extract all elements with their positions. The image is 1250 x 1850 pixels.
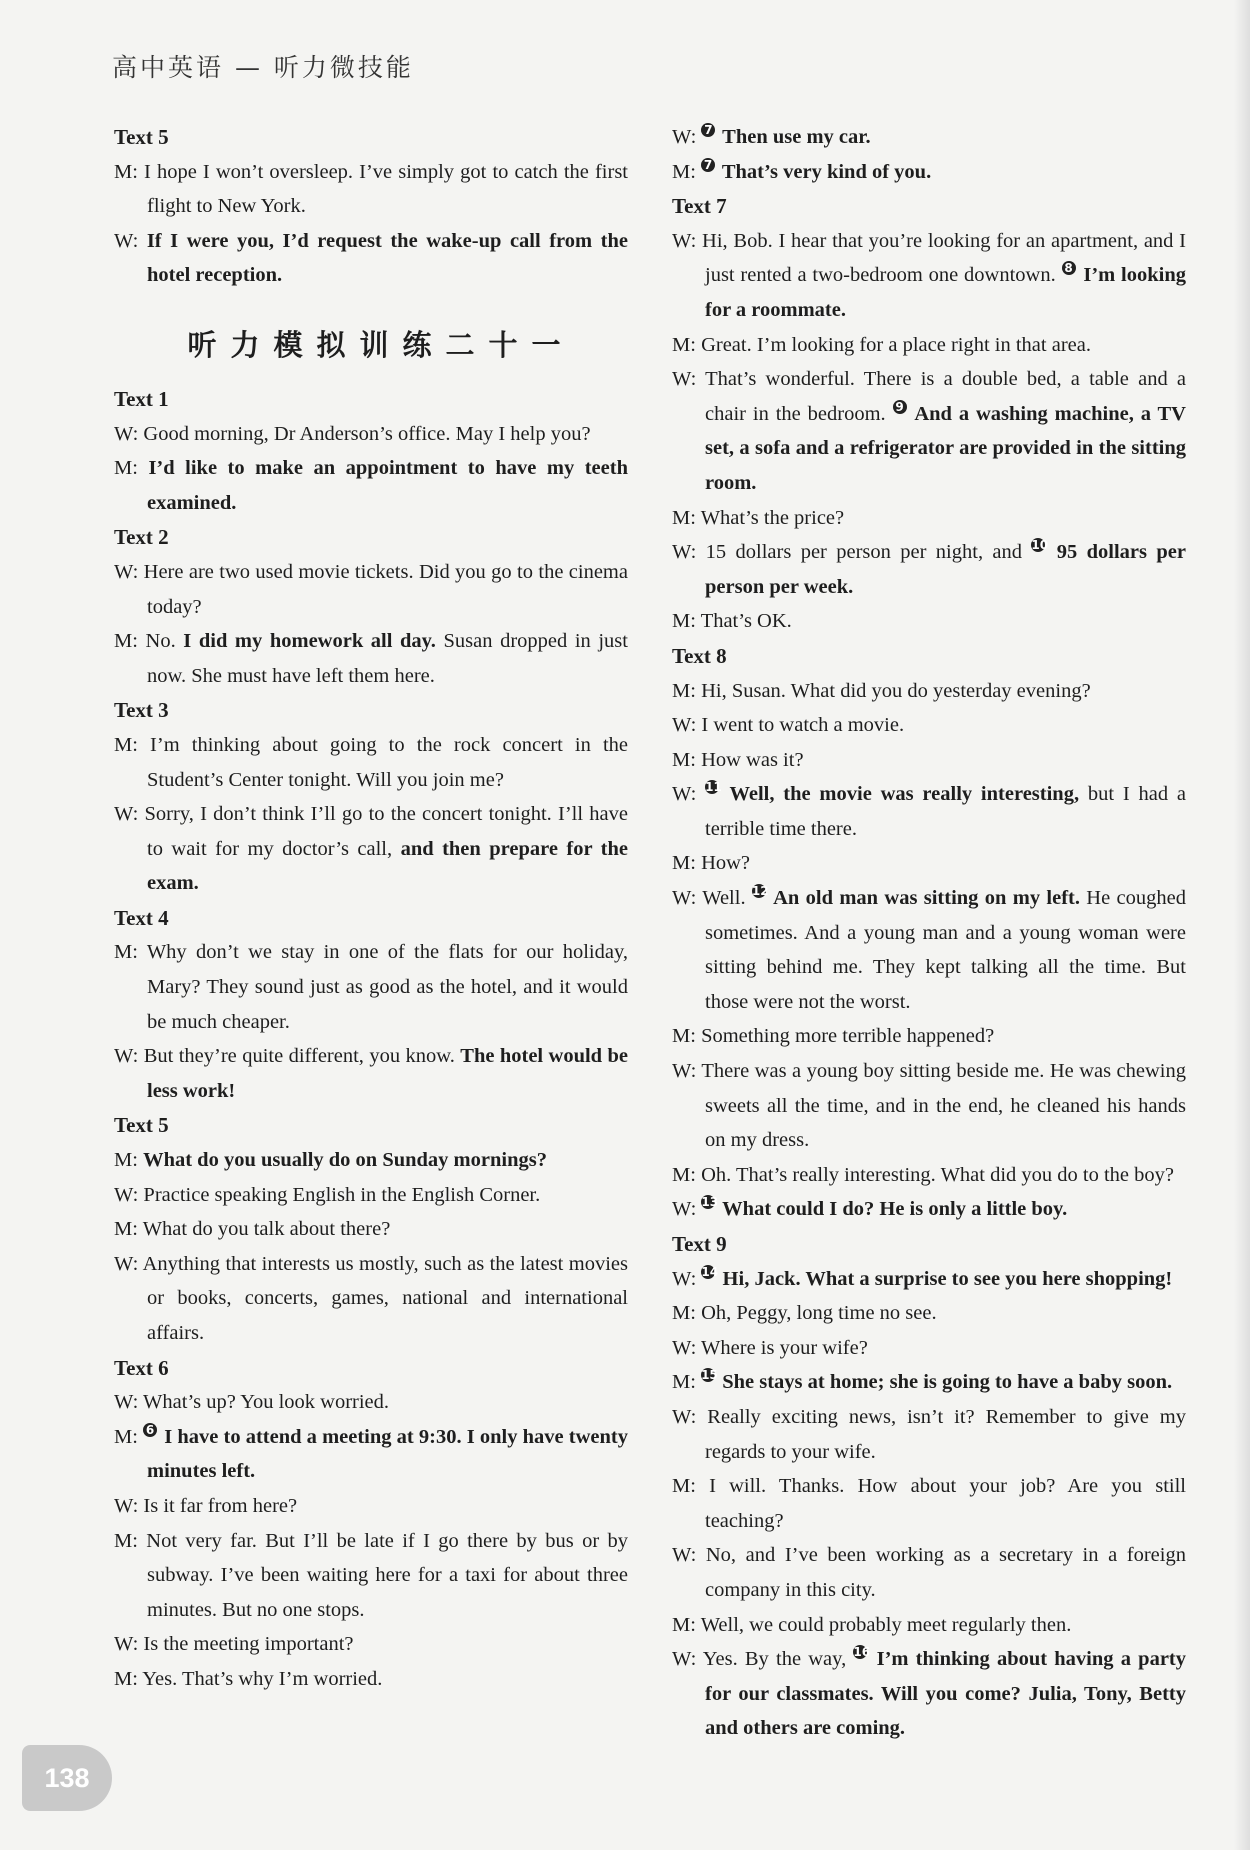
speaker-label: W: [672,1648,703,1671]
dialogue-line [114,1143,628,1178]
dialogue [672,1262,1186,1746]
answer-key-text: Hi, Jack. What a surprise to see you here shopping! [717,1267,1173,1290]
answer-key-text: 95 dollars per person per week. [705,541,1186,598]
speaker-label: M: [672,506,701,529]
speaker-label: M: [672,679,702,702]
answer-key-text: What could I do? He is only a little boy. [717,1198,1068,1221]
dialogue-line [114,935,628,1039]
dialogue-text: Something more terrible happened? [701,1025,995,1048]
dialogue-line [672,1331,1186,1366]
dialogue-text: Here are two used movie tickets. Did you go to the cinema today? [143,560,628,618]
dialogue-text: Is it far from here? [143,1494,298,1517]
speaker-label: M: [114,1667,143,1690]
speaker-label: W: [672,126,702,148]
speaker-label: W: [672,1060,702,1083]
speaker-label: W: [114,1183,144,1206]
speaker-label: W: [114,560,144,583]
dialogue [114,555,628,693]
question-number-badge: 10 [1031,538,1049,553]
speaker-label: M: [672,610,701,633]
page-edge-shadow [1234,0,1250,1850]
text-label: Text 3 [114,698,169,723]
text-label: Text 4 [114,905,169,930]
dialogue-line [672,604,1186,639]
dialogue-line [672,846,1186,881]
dialogue-line [114,1489,628,1524]
dialogue-text: What’s up? You look worried. [143,1391,390,1414]
dialogue-text: But they’re quite different, you know. [143,1045,461,1068]
speaker-label: W: [672,1336,702,1359]
speaker-label: M: [672,160,702,183]
text-label: Text 8 [672,643,727,668]
speaker-label: M: [114,630,146,653]
speaker-label: W: [114,1045,144,1068]
dialogue-line [672,155,1186,190]
dialogue-line [672,777,1186,846]
answer-key-text: Then use my car. [717,126,871,148]
dialogue-text: Practice speaking English in the English Corner. [143,1183,541,1206]
answer-key-text: I’m looking for a roommate. [705,264,1186,321]
dialogue-text: What do you talk about there? [142,1218,391,1241]
speaker-label: W: [672,1267,702,1290]
dialogue-line [672,224,1186,328]
dialogue-text: How? [701,852,751,875]
question-number-badge: 7 [701,158,715,172]
speaker-label: W: [114,1494,144,1517]
speaker-label: M: [672,1613,701,1636]
question-number-badge: 8 [1062,261,1076,275]
left-column [114,120,628,1697]
dialogue-line [672,362,1186,500]
dialogue-line [114,797,628,901]
dialogue-text: Well. [702,887,752,910]
dialogue-text: Well, we could probably meet regularly then. [700,1613,1072,1636]
dialogue-line [672,328,1186,363]
text-label: Text 7 [672,194,727,219]
dialogue-line [114,555,628,624]
text-label: Text 6 [114,1355,169,1380]
answer-key-text: The hotel would be less work! [147,1045,629,1102]
dialogue-line [672,708,1186,743]
speaker-label: M: [672,748,702,771]
dialogue-text: Really exciting news, isn’t it? Remember to give my regards to your wife. [705,1405,1186,1463]
speaker-label: W: [672,1405,708,1428]
speaker-label: M: [672,1302,702,1325]
speaker-label: W: [672,541,706,564]
answer-key-text: I’m thinking about having a party for our classmates. Will you come? Julia, Tony, Betty and others are coming. [705,1648,1186,1740]
dialogue-text: That’s wonderful. There is a double bed, a table and a chair in the bedroom. [705,368,1186,425]
speaker-label: W: [114,803,145,826]
dialogue-line [672,120,1186,155]
dialogue-text: No, and I’ve been working as a secretary in a foreign company in this city. [705,1544,1186,1601]
dialogue-line [672,1158,1186,1193]
text-label: Text 5 [114,1113,169,1138]
speaker-label: W: [114,1391,144,1414]
question-number-badge: 15 [701,1368,718,1383]
dialogue-text: What’s the price? [700,506,845,529]
speaker-label: M: [114,1425,144,1448]
speaker-label: M: [672,333,702,356]
speaker-label: W: [114,229,147,252]
dialogue-line [672,1608,1186,1643]
dialogue [114,1143,628,1351]
dialogue-text: Not very far. But I’ll be late if I go there by bus or by subway. I’ve been waiting here for a taxi for about three minutes. But no one stops. [146,1529,628,1621]
speaker-label: W: [672,1198,702,1221]
answer-key-text: I did my homework all day. [183,630,436,653]
dialogue-text: Yes. That’s why I’m worried. [142,1667,383,1690]
dialogue-text: No. [145,630,184,653]
speaker-label: W: [114,1633,144,1656]
section-title: 听力模拟训练二十一 [187,327,575,362]
speaker-label: M: [672,1371,702,1394]
dialogue-line [114,1662,628,1697]
speaker-label: W: [114,1252,143,1275]
dialogue-line [114,1385,628,1420]
speaker-label: W: [672,229,703,252]
dialogue-text: Great. I’m looking for a place right in that area. [701,333,1091,356]
dialogue [114,1385,628,1696]
text-label: Text 2 [114,525,169,550]
running-head: 高中英语 — 听力微技能 [112,53,414,82]
speaker-label: W: [672,1544,706,1567]
question-number-badge: 14 [701,1264,719,1279]
dialogue-line [114,1524,628,1628]
dialogue-text: Hi, Susan. What did you do yesterday evening? [701,679,1091,702]
dialogue-line [114,1039,628,1108]
dialogue-line [114,1420,628,1489]
dialogue-line [672,881,1186,1019]
dialogue-line [114,417,628,452]
dialogue-text: Good morning, Dr Anderson’s office. May I help you? [143,422,591,445]
speaker-label: W: [672,714,702,737]
dialogue-text: Yes. By the way, [702,1648,854,1671]
speaker-label: W: [672,368,706,391]
speaker-label: M: [114,733,151,756]
dialogue-line [672,743,1186,778]
answer-key-text: What do you usually do on Sunday mornings? [143,1149,547,1172]
dialogue-text: but I had a terrible time there. [705,783,1186,840]
answer-key-text: I’d like to make an appointment to have my teeth examined. [147,457,628,514]
dialogue-line [114,624,628,693]
dialogue-line [672,535,1186,604]
dialogue-text: Is the meeting important? [143,1633,354,1656]
dialogue-line [114,728,628,797]
speaker-label: M: [672,1475,710,1498]
dialogue-line [114,1247,628,1351]
question-number-badge: 13 [701,1195,719,1210]
question-number-badge: 12 [751,884,769,899]
speaker-label: M: [114,1218,143,1241]
dialogue-line [114,1627,628,1662]
text-label: Text 1 [114,386,169,411]
dialogue-line [672,1262,1186,1297]
dialogue-line [672,1192,1186,1227]
speaker-label: M: [114,1529,147,1552]
answer-key-text: If I were you, I’d request the wake-up call from the hotel reception. [146,229,628,287]
dialogue [672,674,1186,1228]
answer-key-text: and then prepare for the exam. [147,837,629,895]
dialogue-line [672,1054,1186,1158]
dialogue-line [672,1365,1186,1400]
dialogue-text: Anything that interests us mostly, such as the latest movies or books, concerts, games, national and international affairs. [142,1252,628,1344]
dialogue-text: Susan dropped in just now. She must have left them here. [147,630,628,687]
dialogue-line [114,224,628,293]
dialogue-text: He coughed sometimes. And a young man and a young woman were sitting behind me. They kept talking all the time. But those were not the worst. [705,887,1186,1013]
dialogue [114,728,628,901]
text-label: Text 5 [114,125,169,149]
speaker-label: M: [114,457,149,480]
speaker-label: W: [672,783,706,806]
dialogue [114,155,628,293]
dialogue-text: I went to watch a movie. [701,714,905,737]
dialogue-text: 15 dollars per person per night, and [705,541,1032,564]
dialogue-line [672,1296,1186,1331]
question-number-badge: 16 [853,1645,871,1660]
dialogue-text: Where is your wife? [701,1336,868,1359]
speaker-label: W: [672,887,703,910]
dialogue-line [114,1212,628,1247]
answer-key-text: Well, the movie was really interesting, [721,783,1080,806]
dialogue [114,417,628,521]
question-number-badge: 11 [705,780,722,795]
dialogue [672,120,1186,189]
dialogue-line [672,674,1186,709]
dialogue-line [672,1400,1186,1469]
dialogue-line [114,155,628,224]
dialogue-line [672,1642,1186,1746]
answer-key-text: That’s very kind of you. [717,160,932,183]
dialogue-line [672,1538,1186,1607]
dialogue-text: Oh, Peggy, long time no see. [701,1302,937,1325]
speaker-label: M: [114,160,145,183]
dialogue [114,935,628,1108]
speaker-label: M: [672,1163,702,1186]
speaker-label: M: [114,941,147,964]
answer-key-text: She stays at home; she is going to have a baby soon. [717,1371,1173,1394]
dialogue-line [114,451,628,520]
speaker-label: W: [114,422,144,445]
right-column [672,120,1186,1746]
dialogue-text: I hope I won’t oversleep. I’ve simply got to catch the first flight to New York. [144,160,628,218]
dialogue-line [672,1019,1186,1054]
dialogue-text: Hi, Bob. I hear that you’re looking for an apartment, and I just rented a two-bedroom one downtown. [702,229,1186,287]
answer-key-text: And a washing machine, a TV set, a sofa and a refrigerator are provided in the sitting room. [705,402,1186,494]
page-number: 138 [22,1745,112,1811]
question-number-badge: 6 [143,1423,157,1437]
dialogue-text: Why don’t we stay in one of the flats for our holiday, Mary? They sound just as good as the hotel, and it would be much cheaper. [146,941,628,1033]
dialogue-text: That’s OK. [700,610,792,633]
dialogue-line [672,1469,1186,1538]
text-label: Text 9 [672,1232,727,1256]
question-number-badge: 9 [893,400,907,414]
answer-key-text: I have to attend a meeting at 9:30. I only have twenty minutes left. [147,1425,628,1483]
dialogue-text: There was a young boy sitting beside me. He was chewing sweets all the time, and in the end, he cleaned his hands on my dress. [701,1060,1187,1152]
dialogue-text: How was it? [701,748,804,771]
dialogue-text: I will. Thanks. How about your job? Are you still teaching? [705,1475,1186,1532]
dialogue-text: Sorry, I don’t think I’ll go to the concert tonight. I’ll have to wait for my doctor’s call, [144,803,628,860]
speaker-label: M: [672,1025,702,1048]
question-number-badge: 7 [701,123,715,137]
speaker-label: M: [114,1149,144,1172]
dialogue [672,224,1186,639]
answer-key-text: An old man was sitting on my left. [767,887,1080,910]
dialogue-text: I’m thinking about going to the rock concert in the Student’s Center tonight. Will you join me? [147,733,628,791]
speaker-label: M: [672,852,702,875]
dialogue-line [672,501,1186,536]
dialogue-text: Oh. That’s really interesting. What did you do to the boy? [701,1163,1174,1186]
dialogue-line [114,1178,628,1213]
